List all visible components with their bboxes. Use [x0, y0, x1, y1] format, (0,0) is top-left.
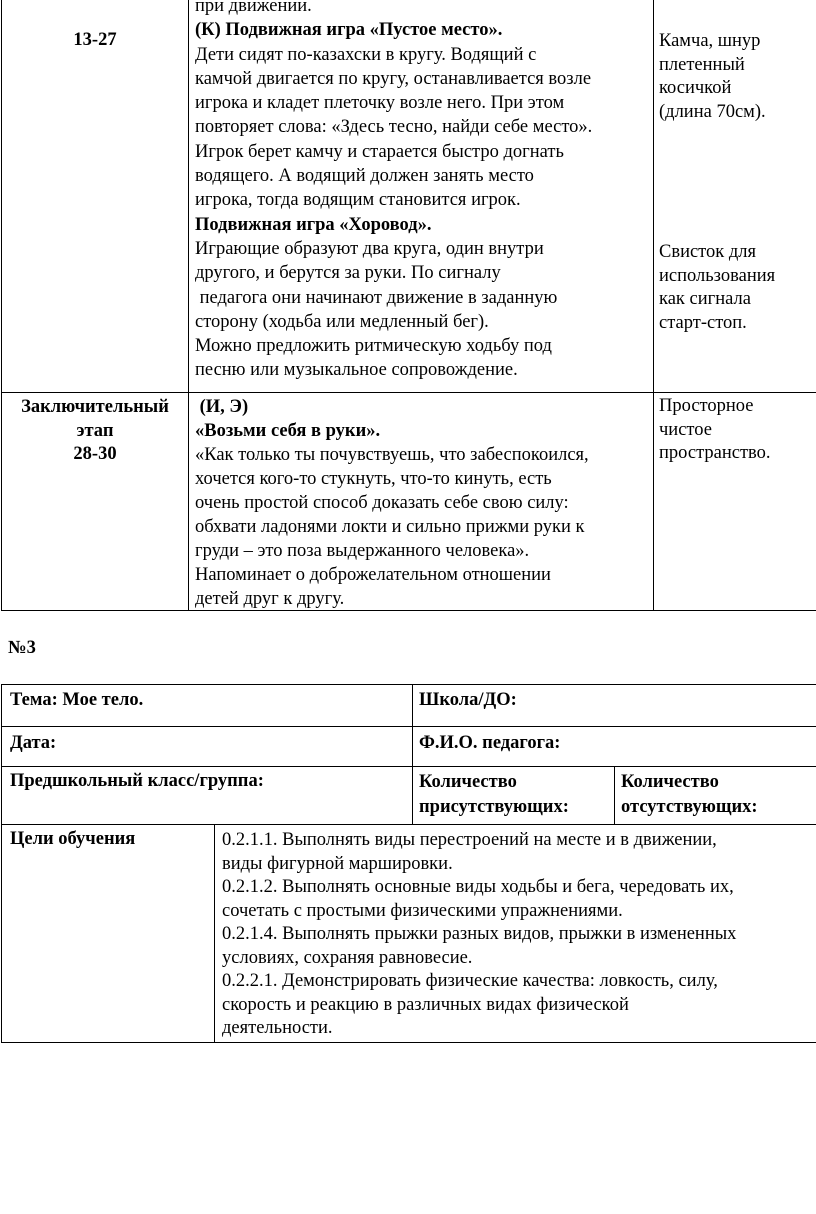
goal-line: виды фигурной маршировки.: [222, 853, 453, 874]
activity-text-line: при движении.: [195, 0, 312, 16]
goal-line: 0.2.1.2. Выполнять основные виды ходьбы и бега, чередовать их,: [222, 877, 734, 897]
table-border: [653, 0, 654, 611]
table-border: [412, 684, 413, 825]
activity-content: [195, 395, 651, 611]
learning-goals: [222, 829, 814, 1041]
activity-text-line: камчой двигается по кругу, останавливается возле: [195, 68, 592, 89]
activity-text-line: Напоминает о доброжелательном отношении: [195, 565, 551, 585]
table-border: [1, 1042, 816, 1043]
goal-line: 0.2.1.4. Выполнять прыжки разных видов, прыжки в измененных: [222, 924, 737, 944]
table-border: [188, 0, 189, 611]
stage-name: этап: [76, 420, 114, 441]
absent-count-label: [621, 770, 758, 820]
goal-line: скорость и реакцию в различных видах физической: [222, 994, 629, 1015]
table-border: [214, 824, 215, 1043]
date-label: Дата:: [10, 733, 57, 753]
resources-cell: [659, 30, 814, 124]
activity-text-line: Играющие образуют два круга, один внутри: [195, 238, 544, 259]
goal-line: сочетать с простыми физическими упражнениями.: [222, 900, 623, 921]
present-count-label: [419, 770, 569, 820]
table-border: [1, 766, 816, 767]
class-group-label: Предшкольный класс/группа:: [10, 771, 264, 791]
activity-text-line: очень простой способ доказать себе свою силу:: [195, 493, 569, 513]
resource-line: (длина 70см).: [659, 101, 766, 122]
goal-line: условиях, сохраняя равновесие.: [222, 947, 473, 968]
table-border: [1, 684, 816, 685]
activity-text-line: педагога они начинают движение в заданную: [195, 287, 558, 308]
table-border: [1, 824, 816, 825]
absent-label-line: отсутствующих:: [621, 797, 758, 817]
stage-cell: [2, 396, 188, 467]
activity-text-line: «Как только ты почувствуешь, что забеспокоился,: [195, 445, 589, 465]
resource-line: пространство.: [659, 443, 771, 464]
teacher-label: Ф.И.О. педагога:: [419, 733, 561, 753]
resource-line: использования: [659, 265, 776, 286]
activity-text-line: детей друг к другу.: [195, 589, 345, 609]
resource-line: Просторное: [659, 396, 754, 416]
activity-heading: (К) Подвижная игра «Пустое место».: [195, 20, 503, 41]
present-label-line: Количество: [419, 772, 517, 792]
activity-text-line: игрока, тогда водящим становится игрок.: [195, 190, 521, 211]
activity-text-line: груди – это поза выдержанного человека».: [195, 541, 530, 561]
activity-heading: (И, Э): [195, 397, 249, 417]
activity-text-line: сторону (ходьба или медленный бег).: [195, 311, 489, 332]
resource-line: старт-стоп.: [659, 312, 747, 333]
resources-cell: [659, 241, 814, 335]
goal-line: 0.2.1.1. Выполнять виды перестроений на месте и в движении,: [222, 830, 717, 850]
activity-text-line: обхвати ладонями локти и сильно прижми руки к: [195, 517, 585, 537]
table-border: [1, 726, 816, 727]
activity-text-line: Можно предложить ритмическую ходьбу под: [195, 336, 552, 357]
table-border: [1, 684, 2, 1043]
absent-label-line: Количество: [621, 772, 719, 792]
table-border: [614, 766, 615, 825]
resource-line: Камча, шнур: [659, 31, 761, 51]
resource-line: чистое: [659, 419, 712, 440]
activity-text-line: хочется кого-то стукнуть, что-то кинуть, есть: [195, 469, 552, 489]
present-label-line: присутствующих:: [419, 797, 569, 817]
activity-text-line: повторяет слова: «Здесь тесно, найди себе место».: [195, 117, 593, 138]
goal-line: деятельности.: [222, 1018, 333, 1038]
theme-label: Тема: Мое тело.: [10, 690, 144, 710]
table-border: [1, 392, 816, 393]
learning-goals-label: Цели обучения: [10, 829, 136, 849]
stage-time: 28-30: [73, 444, 117, 464]
activity-text-line: Дети сидят по-казахски в кругу. Водящий с: [195, 44, 537, 65]
goal-line: 0.2.2.1. Демонстрировать физические качества: ловкость, силу,: [222, 971, 718, 991]
activity-text-line: игрока и кладет плеточку возле него. При этом: [195, 93, 565, 114]
resource-line: как сигнала: [659, 289, 751, 310]
activity-text-line: песню или музыкальное сопровождение.: [195, 360, 518, 381]
activity-heading: Подвижная игра «Хоровод».: [195, 214, 432, 235]
stage-time: 13-27: [73, 30, 117, 50]
activity-content: [195, 0, 651, 383]
resources-cell: [659, 395, 814, 466]
school-label: Школа/ДО:: [419, 690, 517, 710]
activity-text-line: водящего. А водящий должен занять место: [195, 166, 534, 187]
section-number: №3: [8, 638, 36, 658]
activity-text-line: другого, и берутся за руки. По сигналу: [195, 263, 501, 284]
table-border: [1, 0, 2, 611]
resource-line: плетенный: [659, 54, 745, 75]
activity-text-line: Игрок берет камчу и старается быстро догнать: [195, 141, 564, 162]
resource-line: Свисток для: [659, 242, 757, 262]
activity-heading: «Возьми себя в руки».: [195, 421, 381, 441]
resource-line: косичкой: [659, 78, 732, 99]
stage-name: Заключительный: [21, 397, 169, 417]
